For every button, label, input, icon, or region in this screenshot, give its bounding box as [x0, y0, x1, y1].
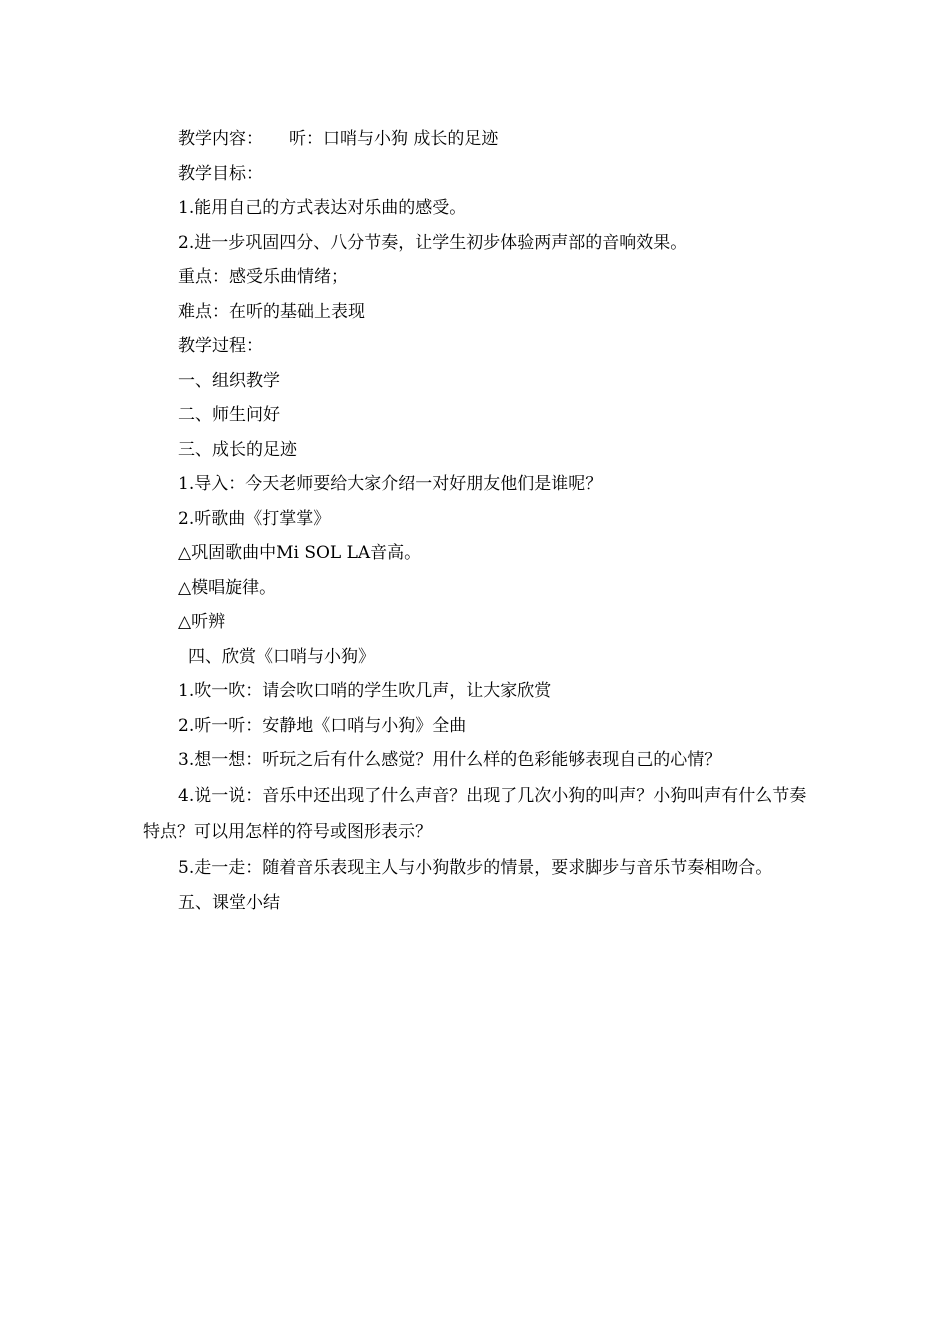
objective-2: 2.进一步巩固四分、八分节奏，让学生初步体验两声部的音响效果。	[178, 232, 688, 253]
step-3-2: 2.听歌曲《打掌掌》	[178, 508, 331, 529]
step-5: 五、课堂小结	[178, 892, 280, 913]
step-3-1: 1.导入：今天老师要给大家介绍一对好朋友他们是谁呢？	[178, 474, 603, 494]
objective-1: 1.能用自己的方式表达对乐曲的感受。	[178, 198, 467, 218]
step-4-4: 4.说一说：音乐中还出现了什么声音？出现了几次小狗的叫声？小狗叫声有什么节奏特点？可以用怎样的符号或图形表示？	[143, 785, 807, 842]
step-4-5: 5.走一走：随着音乐表现主人与小狗散步的情景，要求脚步与音乐节奏相吻合。	[178, 857, 773, 878]
step-3-2-a: △巩固歌曲中Mi SOL LA音高。	[178, 543, 422, 563]
lesson-plan-body	[143, 122, 823, 920]
key-point: 重点：感受乐曲情绪；	[178, 267, 348, 287]
objectives-heading: 教学目标：	[178, 163, 263, 184]
step-4-2: 2.听一听：安静地《口哨与小狗》全曲	[178, 715, 467, 736]
difficulty: 难点：在听的基础上表现	[178, 301, 365, 322]
content-value: 听：口哨与小狗 成长的足迹	[289, 129, 499, 149]
step-1: 一、组织教学	[178, 370, 280, 391]
content-line	[143, 122, 823, 157]
content-label: 教学内容：	[178, 129, 263, 149]
step-3-2-c: △听辨	[178, 612, 226, 632]
step-3: 三、成长的足迹	[178, 439, 297, 460]
step-3-2-b: △模唱旋律。	[178, 577, 277, 598]
step-4-1: 1.吹一吹：请会吹口哨的学生吹几声，让大家欣赏	[178, 681, 552, 701]
process-heading: 教学过程：	[178, 336, 263, 356]
step-4-3: 3.想一想：听玩之后有什么感觉？用什么样的色彩能够表现自己的心情？	[178, 750, 722, 770]
step-4: 四、欣赏《口哨与小狗》	[188, 646, 375, 667]
step-2: 二、师生问好	[178, 405, 280, 425]
